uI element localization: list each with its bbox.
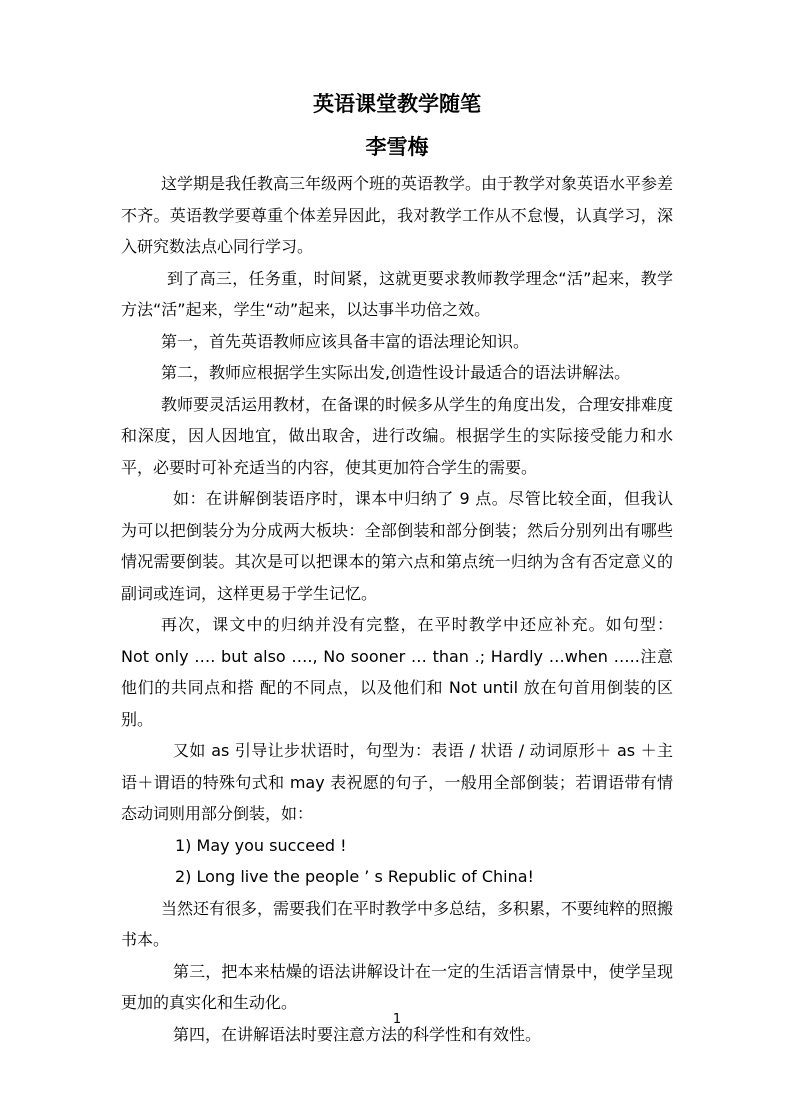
paragraph-point-two: 第二，教师应根据学生实际出发,创造性设计最适合的语法讲解法。 <box>161 363 631 382</box>
paragraph-point-one: 第一，首先英语教师应该具备丰富的语法理论知识。 <box>161 331 530 351</box>
paragraph-point-three: 第三，把本来枯燥的语法讲解设计在一定的生活语言情景中，使学呈现更加的真实化和生动化。 <box>121 961 673 1012</box>
document-author: 李雪梅 <box>365 135 429 159</box>
paragraph-intro: 这学期是我任教高三年级两个班的英语教学。由于教学对象英语水平参差不齐。英语教学要尊重个体差异因此，我对教学工作从不怠慢，认真学习，深入研究数法点心同行学习。 <box>121 174 674 256</box>
example-sentence-2: 2) Long live the people ’ s Republic of China! <box>175 867 534 886</box>
paragraph-supplement: 再次，课文中的归纳并没有完整，在平时教学中还应补充。如句型： Not only …. but also …., No sooner … than .; Hardly …when …..注意他们的共同点和搭 配的不同点，以及他们和 Not until 放在句首用倒装的区别。 <box>121 615 673 729</box>
example-sentence-1: 1) May you succeed ! <box>175 835 347 855</box>
page-number: 1 <box>392 1012 402 1027</box>
paragraph-point-four: 第四，在讲解语法时要注意方法的科学性和有效性。 <box>173 1024 542 1044</box>
document-title: 英语课堂教学随笔 <box>313 92 481 116</box>
document-body <box>121 168 673 1050</box>
paragraph-textbook-use: 教师要灵活运用教材，在备课的时候多从学生的角度出发，合理安排难度和深度，因人因地宜，做出取舍，进行改编。根据学生的实际接受能力和水平，必要时可补充适当的内容，使其更加符合学生的需要。 <box>121 394 674 477</box>
paragraph-summary: 当然还有很多，需要我们在平时教学中多总结，多积累，不要纯粹的照搬书本。 <box>121 898 674 949</box>
paragraph-senior-three: 到了高三，任务重，时间紧，这就更要求教师教学理念“活”起来，教学方法“活”起来，学生“动”起来，以达事半功倍之效。 <box>121 268 673 319</box>
paragraph-as-clause: 又如 as 引导让步状语时，句型为：表语 / 状语 / 动词原形＋ as ＋主语＋谓语的特殊句式和 may 表祝愿的句子，一般用全部倒装；若谓语带有情态动词则用部分倒装，如： <box>121 741 673 823</box>
paragraph-inversion-example: 如：在讲解倒装语序时，课本中归纳了 9 点。尽管比较全面，但我认为可以把倒装分为分成两大板块：全部倒装和部分倒装；然后分别列出有哪些情况需要倒装。其次是可以把课本的第六点和第点统一归纳为含有否定意义的副词或连词，这样更易于学生记忆。 <box>121 489 673 603</box>
